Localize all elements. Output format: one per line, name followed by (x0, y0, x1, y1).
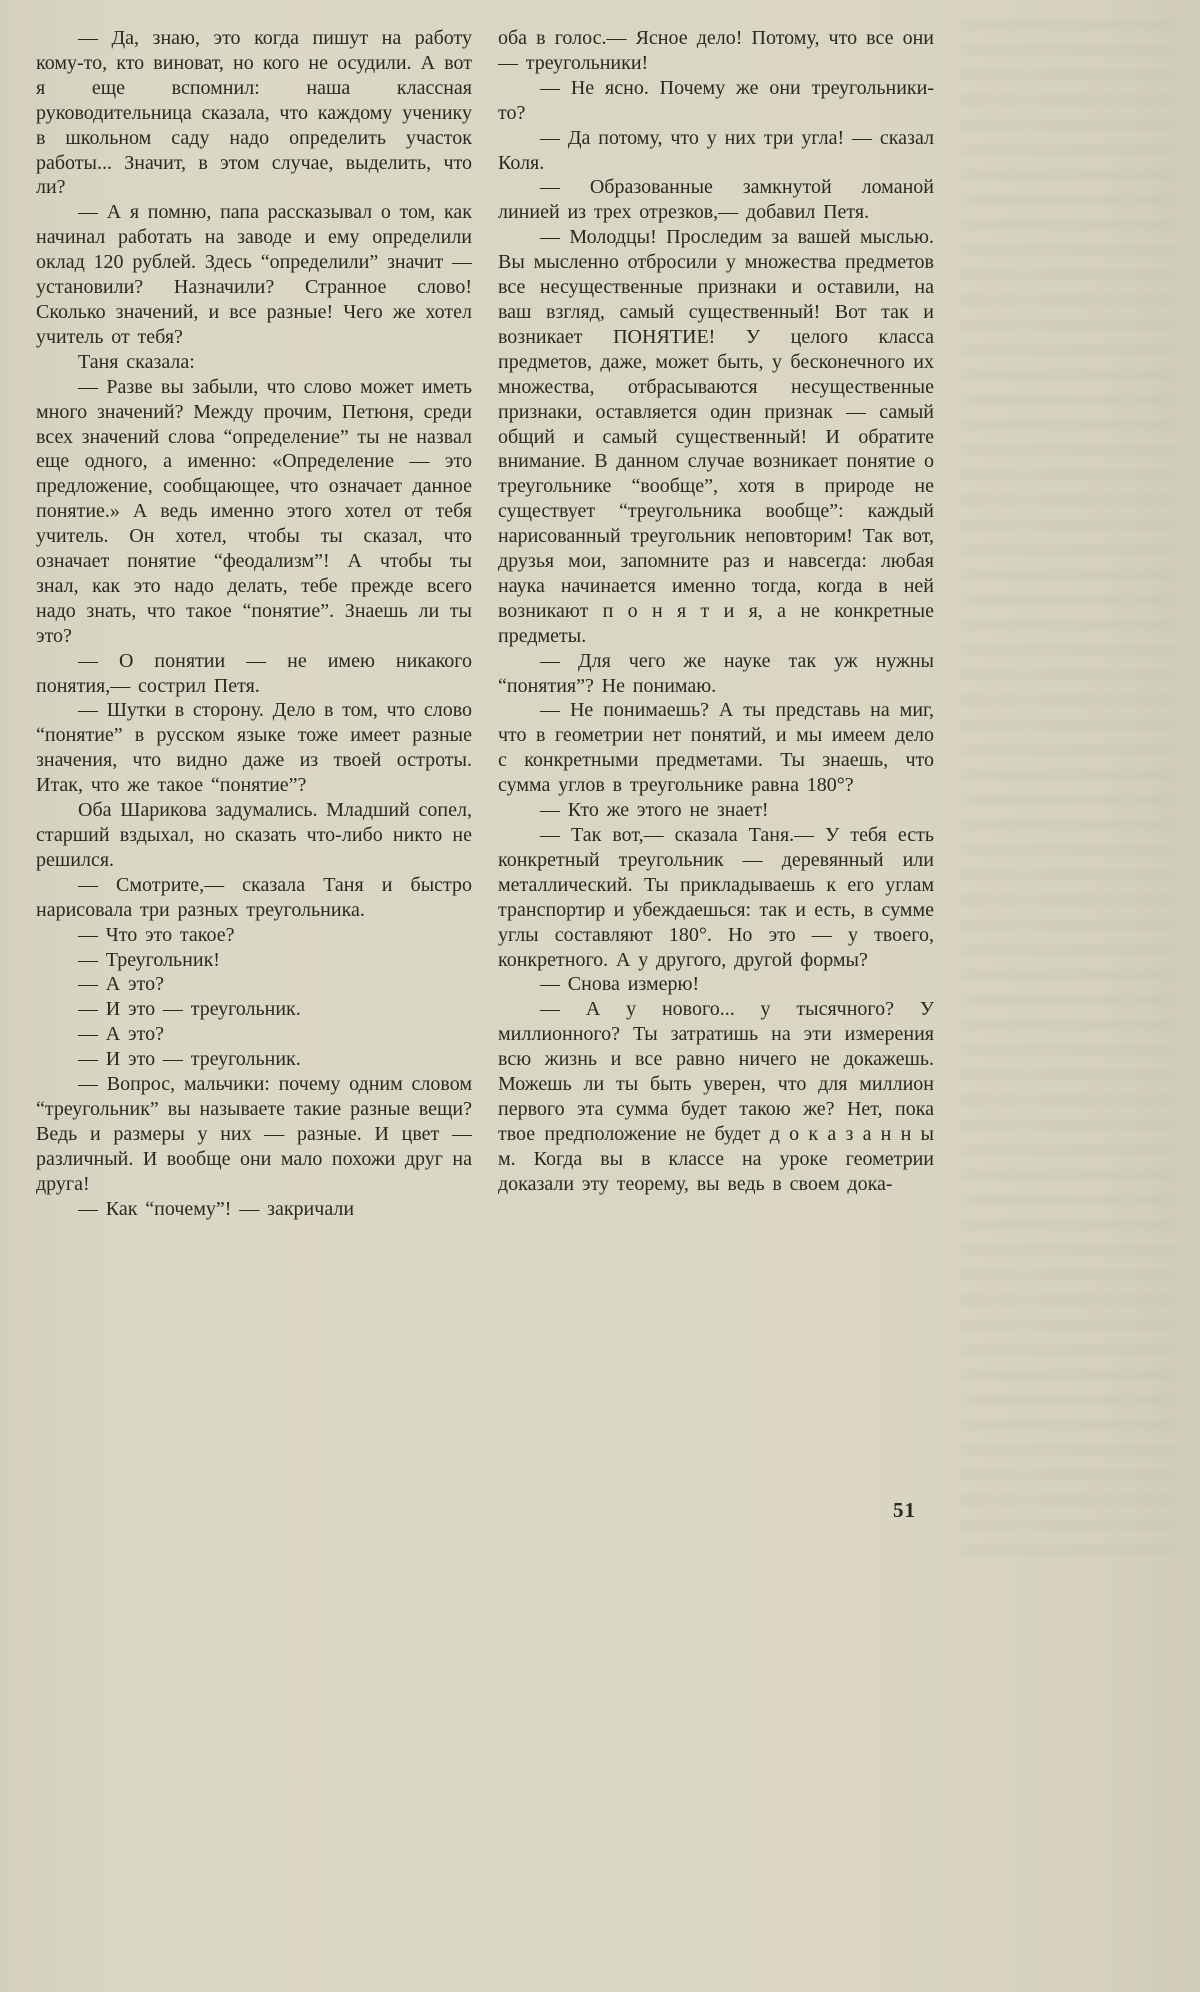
paragraph: — А это? (78, 973, 164, 996)
page-number: 51 (893, 1498, 916, 1522)
paragraph: — Молодцы! Проследим за вашей мыслью. Вы мысленно отбросили у множества предметов все несущественные признаки и оставили, на ваш взгляд, самый существенный! Вот так и возникает ПОНЯТИЕ! У целого класса предметов, даже, может быть, у бесконечного их множества, отбрасываются несущественные признаки, оставляется один признак — самый общий и самый существенный! И обратите внимание. В данном случае возникает понятие о треугольнике “вообще”, хотя в природе не существует “треугольника вообще”: каждый нарисованный треугольник неповторим! Так вот, друзья мои, запомните раз и навсегда: любая наука начинается именно тогда, когда в ней возникают п о н я т и я, а не конкретные предметы. (498, 226, 934, 647)
page-showthrough (960, 20, 1175, 1560)
paragraph: — Снова измерю! (540, 973, 700, 996)
paragraph: — Так вот,— сказала Таня.— У тебя есть конкретный треугольник — деревянный или металлический. Ты прикладываешь к его углам транспортир и убеждаешься: так и есть, в сумме углы составляют 180°. Но это — у твоего, конкретного. А у другого, другой формы? (498, 824, 934, 971)
paragraph: — Да, знаю, это когда пишут на работу кому-то, кто виноват, но кого не осудили. А вот я еще вспомнил: наша классная руководительница сказала, что каждому ученику в школьном саду надо определить участок работы... Значит, в этом случае, выделить, что ли? (36, 27, 472, 199)
paragraph: — О понятии — не имею никакого понятия,— сострил Петя. (36, 649, 472, 697)
paragraph: — Кто же этого не знает! (540, 799, 769, 822)
paragraph: — Да потому, что у них три угла! — сказал Коля. (498, 126, 934, 174)
paragraph-continuation: оба в голос.— Ясное дело! Потому, что все они — треугольники! (498, 27, 934, 74)
left-column (36, 26, 472, 1222)
paragraph: — Разве вы забыли, что слово может иметь много значений? Между прочим, Петюня, среди всех значений слова “определение” ты не назвал еще одного, а именно: «Определение — это предложение, сообщающее, что означает данное понятие.» А ведь именно этого хотел от тебя учитель. Он хотел, чтобы ты сказал, что означает понятие “феодализм”! А чтобы ты знал, как это надо делать, тебе прежде всего надо знать, что такое “понятие”. Знаешь ли ты это? (36, 375, 472, 647)
paragraph: Оба Шарикова задумались. Младший сопел, старший вздыхал, но сказать что-либо никто не решился. (36, 799, 472, 871)
paragraph: — А это? (78, 1023, 164, 1046)
paragraph: — А у нового... у тысячного? У миллионного? Ты затратишь на эти измерения всю жизнь и все равно ничего не докажешь. Можешь ли ты быть уверен, что для миллион первого эта сумма будет такою же? Нет, пока твое предположение не будет д о к а з а н н ы м. Когда вы в классе на уроке геометрии доказали эту теорему, вы ведь в своем дока- (498, 998, 934, 1195)
paragraph: — Треугольник! (78, 948, 220, 971)
text-area (36, 26, 934, 1222)
paragraph: — И это — треугольник. (78, 1048, 301, 1071)
paragraph: — И это — треугольник. (78, 998, 301, 1021)
paragraph: — Вопрос, мальчики: почему одним словом “треугольник” вы называете такие разные вещи? Ведь и размеры у них — разные. И цвет — различный. И вообще они мало похожи друг на друга! (36, 1073, 472, 1195)
paragraph: Таня сказала: (78, 350, 195, 373)
paragraph: — Смотрите,— сказала Таня и быстро нарисовала три разных треугольника. (36, 873, 472, 921)
paragraph: — Образованные замкнутой ломаной линией из трех отрезков,— добавил Петя. (498, 176, 934, 224)
paragraph: — Для чего же науке так уж нужны “понятия”? Не понимаю. (498, 649, 934, 697)
paragraph: — Не понимаешь? А ты представь на миг, что в геометрии нет понятий, и мы имеем дело с конкретными предметами. Ты знаешь, что сумма углов в треугольнике равна 180°? (498, 699, 934, 797)
paragraph: — Не ясно. Почему же они треугольники-то? (498, 76, 934, 124)
paragraph: — Как “почему”! — закричали (78, 1197, 355, 1220)
paragraph: — Что это такое? (78, 923, 235, 946)
paragraph: — Шутки в сторону. Дело в том, что слово “понятие” в русском языке тоже имеет разные значения, что видно даже из твоей остроты. Итак, что же такое “понятие”? (36, 699, 472, 797)
right-column (498, 26, 934, 1222)
paragraph: — А я помню, папа рассказывал о том, как начинал работать на заводе и ему определили оклад 120 рублей. Здесь “определили” значит — установили? Назначили? Странное слово! Сколько значений, и все разные! Чего же хотел учитель от тебя? (36, 201, 472, 348)
